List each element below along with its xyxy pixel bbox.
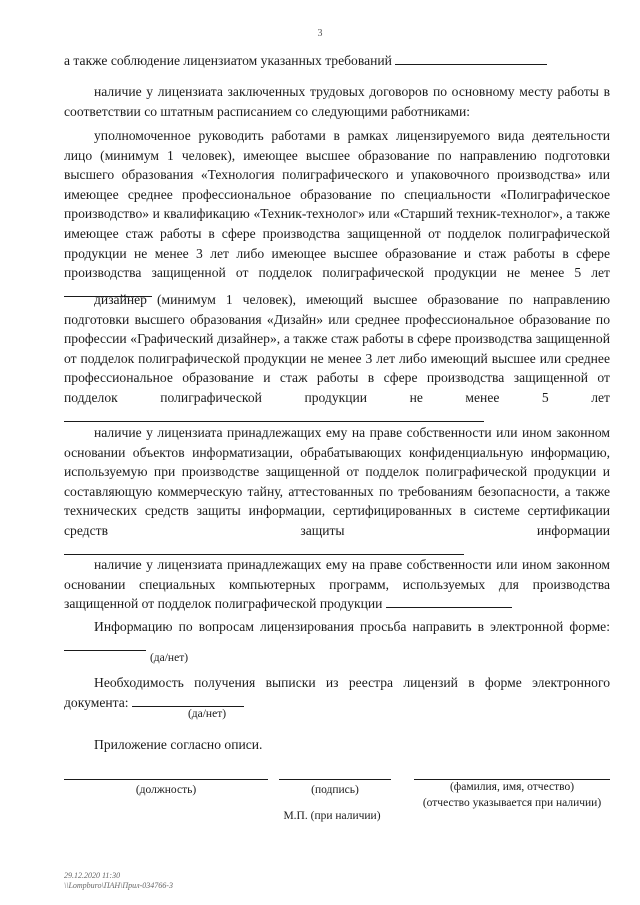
electronic-info-field[interactable] — [64, 638, 146, 651]
paragraph-software — [64, 555, 610, 614]
signature-line[interactable] — [279, 779, 391, 780]
paragraph-designer — [64, 290, 610, 427]
paragraph-text: наличие у лицензиата принадлежащих ему на праве собственности или ином законном основании специальных компьютерных программ, используемых для производства защищенной от подделок полиграфической продукции — [64, 557, 610, 612]
footer-filepath: \\Lompburo\ПАН\Прил-034766-3 — [64, 881, 173, 890]
electronic-info-hint: (да/нет) — [149, 652, 189, 664]
paragraph-text: дизайнер (минимум 1 человек), имеющий высшее образование по направлению подготовки высшего образования «Дизайн» или среднее профессиональное образование по профессии «Графический дизайнер», а также стаж работы в сфере производства защищенной от подделок полиграфической продукции не менее 3 лет либо имеющий высшее или среднее профессиональное образование и стаж работы в сфере производства защищенной от подделок полиграфической продукции не менее 5 лет — [64, 292, 610, 405]
fill-line — [395, 52, 547, 65]
paragraph-registry-extract — [64, 673, 610, 712]
paragraph-requirements — [64, 51, 610, 71]
fill-line — [64, 409, 484, 422]
stamp-caption: М.П. (при наличии) — [283, 810, 381, 822]
signature-caption: (подпись) — [311, 784, 359, 796]
fullname-note: (отчество указывается при наличии) — [422, 797, 602, 809]
fullname-line[interactable] — [414, 779, 610, 780]
paragraph-authorized-person — [64, 126, 610, 302]
paragraph-text: Необходимость получения выписки из реестра лицензий в форме электронного документа: — [64, 675, 610, 710]
paragraph-text: уполномоченное руководить работами в рамках лицензируемого вида деятельности лицо (минимум 1 человек), имеющее высшее образование по направлению подготовки высшего образования «Технология полиграфического и упаковочного производства» или имеющее среднее профессиональное образование по специальности «Полиграфическое производство» и квалификацию «Техник-технолог» или «Старший техник-технолог», а также имеющее стаж работы в сфере производства защищенной от подделок полиграфической продукции не менее 3 лет либо имеющее высшее образование и стаж работы в сфере производства защищенной от подделок полиграфической продукции не менее 5 лет — [64, 128, 610, 281]
registry-extract-field[interactable] — [132, 694, 244, 707]
paragraph-employment-contracts — [64, 82, 610, 121]
fill-line — [64, 542, 464, 555]
fill-line — [386, 595, 512, 608]
paragraph-information-objects — [64, 423, 610, 560]
paragraph-text: а также соблюдение лицензиатом указанных требований — [64, 53, 392, 68]
paragraph-text: Информацию по вопросам лицензирования просьба направить в электронной форме: — [94, 619, 610, 634]
registry-extract-hint: (да/нет) — [187, 708, 227, 720]
paragraph-text: наличие у лицензиата принадлежащих ему на праве собственности или ином законном основании объектов информатизации, обрабатывающих конфиденциальную информацию, используемую при производстве защищенной от подделок полиграфической продукции и составляющую коммерческую тайну, аттестованных по требованиям безопасности, а также технических средств защиты информации, сертифицированных в системе сертификации средств защиты информации — [64, 425, 610, 538]
footer-timestamp: 29.12.2020 11:30 — [64, 871, 121, 880]
position-caption: (должность) — [135, 784, 197, 796]
position-line[interactable] — [64, 779, 268, 780]
paragraph-text: наличие у лицензиата заключенных трудовых договоров по основному месту работы в соответствии со штатным расписанием со следующими работниками: — [64, 84, 610, 119]
fullname-caption: (фамилия, имя, отчество) — [449, 781, 575, 793]
paragraph-attachment — [64, 735, 610, 755]
paragraph-text: Приложение согласно описи. — [94, 737, 263, 752]
page-number: 3 — [317, 28, 323, 39]
paragraph-electronic-info — [64, 617, 610, 656]
